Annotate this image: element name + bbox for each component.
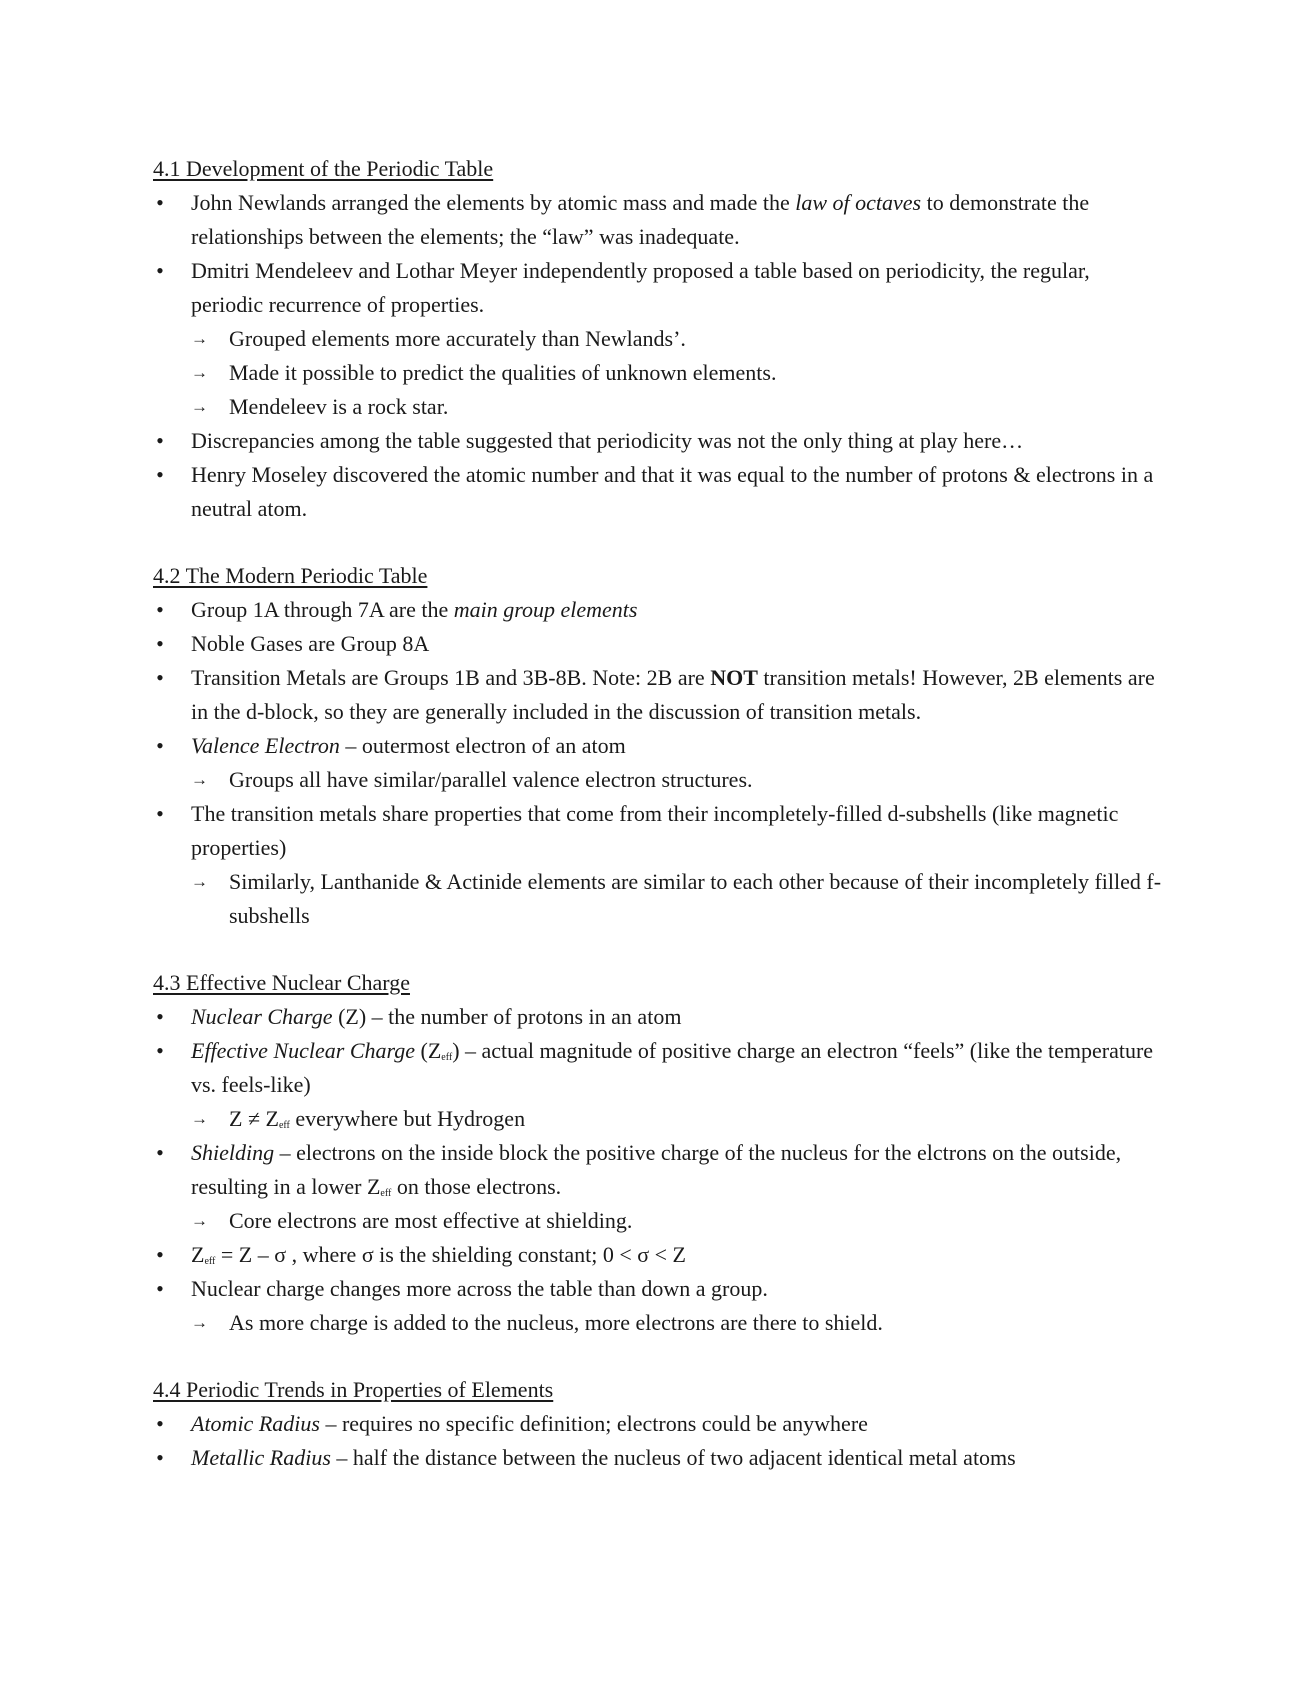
sub-bullet-list bbox=[191, 1204, 1163, 1238]
sub-bullet-item: → Groups all have similar/parallel valence electron structures. bbox=[191, 763, 1163, 797]
bullet-item: • Noble Gases are Group 8A bbox=[153, 627, 1163, 661]
sub-bullet-list bbox=[191, 322, 1163, 424]
bullet-item: • Discrepancies among the table suggested that periodicity was not the only thing at play here… bbox=[153, 424, 1163, 458]
section-development bbox=[153, 152, 1163, 526]
document-page bbox=[153, 152, 1163, 1508]
section-modern-table bbox=[153, 559, 1163, 933]
arrow-right-icon: → bbox=[191, 770, 208, 789]
bullet-item: • Valence Electron – outermost electron of an atom → Groups all have similar/parallel valence electron structures. bbox=[153, 729, 1163, 797]
bullet-item: • $Z_{eff} = Z - \sigma$ , where σ is the shielding constant; 0 < σ < Z bbox=[153, 1238, 1163, 1272]
bullet-icon: • bbox=[156, 428, 164, 453]
sub-bullet-list bbox=[191, 1102, 1163, 1136]
sub-bullet-list bbox=[191, 763, 1163, 797]
bullet-icon: • bbox=[156, 597, 164, 622]
bullet-icon: • bbox=[156, 1445, 164, 1470]
bullet-item: • Transition Metals are Groups 1B and 3B-8B. Note: 2B are NOT transition metals! However, 2B elements are in the d-block, so they are generally included in the discussion of transition metals. bbox=[153, 661, 1163, 729]
bullet-item: • The transition metals share properties that come from their incompletely-filled d-subshells (like magnetic properties) → Similarly, Lanthanide & Actinide elements are similar to each other because of their incompletely filled f-subshells bbox=[153, 797, 1163, 933]
arrow-right-icon: → bbox=[191, 363, 208, 382]
bullet-icon: • bbox=[156, 258, 164, 283]
arrow-right-icon: → bbox=[191, 1109, 208, 1128]
bullet-icon: • bbox=[156, 665, 164, 690]
sub-bullet-item: → $Z \ne Z_{eff}$ everywhere but Hydrogen bbox=[191, 1102, 1163, 1136]
sub-bullet-item: → Mendeleev is a rock star. bbox=[191, 390, 1163, 424]
sub-bullet-item: → Grouped elements more accurately than Newlands’. bbox=[191, 322, 1163, 356]
sub-bullet-item: → Core electrons are most effective at shielding. bbox=[191, 1204, 1163, 1238]
bullet-item: • Nuclear charge changes more across the table than down a group. → As more charge is added to the nucleus, more electrons are there to shield. bbox=[153, 1272, 1163, 1340]
bullet-item: • Dmitri Mendeleev and Lothar Meyer independently proposed a table based on periodicity, the regular, periodic recurrence of properties. → Grouped elements more accurately than Newlands’. → Made it possible to predict the qualities of unknown elements. → Mendeleev is a rock star. bbox=[153, 254, 1163, 424]
bullet-item: • Atomic Radius – requires no specific definition; electrons could be anywhere bbox=[153, 1407, 1163, 1441]
bullet-icon: • bbox=[156, 801, 164, 826]
section-effective-charge bbox=[153, 966, 1163, 1340]
sub-bullet-list bbox=[191, 865, 1163, 933]
arrow-right-icon: → bbox=[191, 1313, 208, 1332]
arrow-right-icon: → bbox=[191, 397, 208, 416]
bullet-icon: • bbox=[156, 1004, 164, 1029]
sub-bullet-item: → Made it possible to predict the qualities of unknown elements. bbox=[191, 356, 1163, 390]
section-title: 4.2 The Modern Periodic Table bbox=[153, 563, 428, 588]
arrow-right-icon: → bbox=[191, 329, 208, 348]
bullet-item: • Shielding – electrons on the inside block the positive charge of the nucleus for the elctrons on the outside, resulting in a lower $Z_{eff}$ on those electrons. → Core electrons are most effective at shielding. bbox=[153, 1136, 1163, 1238]
sub-bullet-list bbox=[191, 1306, 1163, 1340]
bullet-item: • Metallic Radius – half the distance between the nucleus of two adjacent identical metal atoms bbox=[153, 1441, 1163, 1475]
bullet-icon: • bbox=[156, 1140, 164, 1165]
bullet-icon: • bbox=[156, 462, 164, 487]
section-periodic-trends bbox=[153, 1373, 1163, 1475]
bullet-icon: • bbox=[156, 733, 164, 758]
sub-bullet-item: → Similarly, Lanthanide & Actinide elements are similar to each other because of their incompletely filled f-subshells bbox=[191, 865, 1163, 933]
bullet-icon: • bbox=[156, 631, 164, 656]
section-title: 4.4 Periodic Trends in Properties of Elements bbox=[153, 1377, 554, 1402]
bullet-list bbox=[153, 1407, 1163, 1475]
bullet-icon: • bbox=[156, 1411, 164, 1436]
section-title: 4.3 Effective Nuclear Charge bbox=[153, 970, 410, 995]
arrow-right-icon: → bbox=[191, 1211, 208, 1230]
bullet-list bbox=[153, 186, 1163, 526]
bullet-item: • Henry Moseley discovered the atomic number and that it was equal to the number of protons & electrons in a neutral atom. bbox=[153, 458, 1163, 526]
bullet-item: • Effective Nuclear Charge $(Z_{eff})$ – actual magnitude of positive charge an electron “feels” (like the temperature vs. feels-like) → $Z \ne Z_{eff}$ everywhere but Hydrogen bbox=[153, 1034, 1163, 1136]
arrow-right-icon: → bbox=[191, 872, 208, 891]
bullet-icon: • bbox=[156, 1276, 164, 1301]
bullet-icon: • bbox=[156, 1242, 164, 1267]
bullet-list bbox=[153, 593, 1163, 933]
bullet-icon: • bbox=[156, 190, 164, 215]
sub-bullet-item: → As more charge is added to the nucleus, more electrons are there to shield. bbox=[191, 1306, 1163, 1340]
bullet-list bbox=[153, 1000, 1163, 1340]
bullet-item: • John Newlands arranged the elements by atomic mass and made the law of octaves to demonstrate the relationships between the elements; the “law” was inadequate. bbox=[153, 186, 1163, 254]
bullet-item: • Group 1A through 7A are the main group elements bbox=[153, 593, 1163, 627]
section-title: 4.1 Development of the Periodic Table bbox=[153, 156, 494, 181]
bullet-icon: • bbox=[156, 1038, 164, 1063]
bullet-item: • Nuclear Charge (Z) – the number of protons in an atom bbox=[153, 1000, 1163, 1034]
